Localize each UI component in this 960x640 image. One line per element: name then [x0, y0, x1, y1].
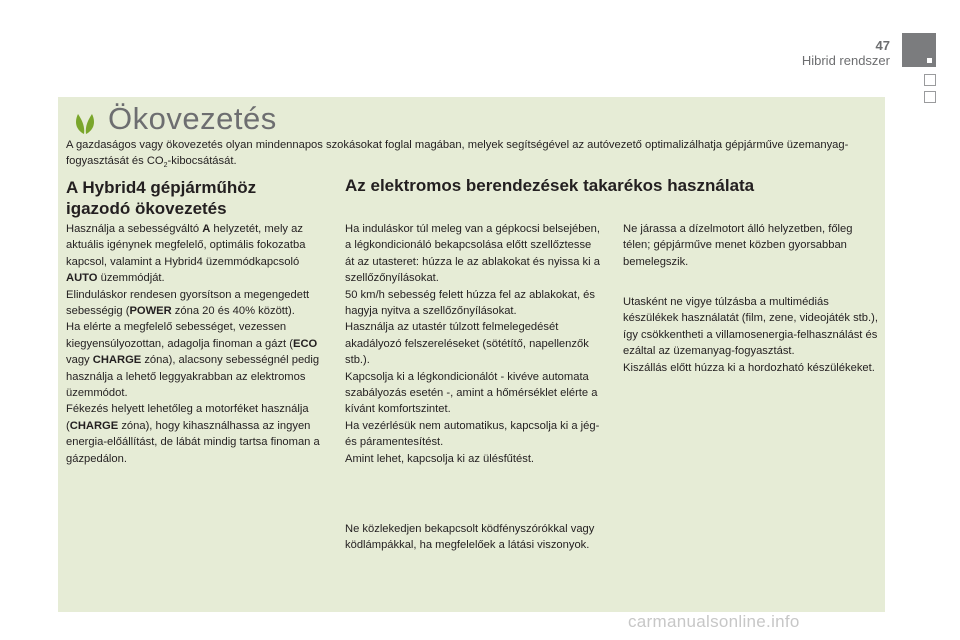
- paragraph: Amint lehet, kapcsolja ki az ülésfűtést.: [345, 452, 535, 465]
- page-number: 47: [875, 38, 890, 53]
- left-column: Használja a sebességváltó A helyzetét, mely az aktuális igénynek megfelelő, optimális fokozatba kapcsol, valamint a Hybrid4 üzemmódkapcsoló AUTO üzemmódját. Elinduláskor rendesen gyorsítson a megengedett sebességig (POWER zóna 20 és 40% között). Ha elérte a megfelelő sebességet, vezessen kiegyensúlyozottan, adagolja finoman a gázt (ECO vagy CHARGE zóna), alacsony sebességnél pedig használja a lehető leggyakrabban az elektromos üzemmódot. Fékezés helyett lehetőleg a motorféket használja (CHARGE zóna), hogy kihasználhassa az ingyen energia-előállítást, de lábát mindig tartsa finoman a gázpedálon.: [66, 223, 320, 465]
- right-heading: Az elektromos berendezések takarékos használata: [345, 176, 755, 195]
- section-tab[interactable]: [924, 74, 936, 86]
- paragraph: Ne járassa a dízelmotort álló helyzetben, főleg télen; gépjárműve menet közben gyorsabban bemelegszik.: [623, 223, 853, 268]
- section-title: Hibrid rendszer: [801, 53, 890, 68]
- watermark: carmanualsonline.info: [628, 612, 800, 631]
- right-column-top: [623, 221, 881, 270]
- paragraph: Kapcsolja ki a légkondicionálót - kivéve automata szabályozás esetén -, amint a hőmérséklet elérte a kívánt komfortszintet.: [345, 370, 598, 416]
- intro-text: A gazdaságos vagy ökovezetés olyan mindennapos szokásokat foglal magában, melyek segítségével az autóvezető optimalizálhatja gépjárműve üzemanyag-fogyasztását és $CO_2$-kibocsátását.: [66, 139, 849, 170]
- paragraph: 50 km/h sebesség felett húzza fel az ablakokat, és hagyja nyitva a szellőzőnyílásokat.: [345, 288, 595, 318]
- section-tab-active[interactable]: [902, 33, 936, 67]
- page-title: Ökovezetés: [108, 101, 277, 136]
- paragraph: Ha vezérlésük nem automatikus, kapcsolja ki a jég- és páramentesítést.: [345, 419, 600, 449]
- leaf-icon: [72, 112, 98, 136]
- paragraph: Ha induláskor túl meleg van a gépkocsi belsejében, a légkondicionáló bekapcsolása előtt szellőztesse át az utasteret: húzza le az ablakokat és nyissa ki a szellőzőnyílásokat.: [345, 223, 600, 285]
- paragraph: Utasként ne vigye túlzásba a multimédiás készülékek használatát (film, zene, videojáték stb.), így csökkentheti a villamosenergia-felhasználást és ezáltal az üzemanyag-fogyasztást.: [623, 296, 878, 358]
- paragraph: Ne közlekedjen bekapcsolt ködfényszórókkal vagy ködlámpákkal, ha megfelelőek a látási viszonyok.: [345, 523, 595, 552]
- middle-column-note: [345, 521, 600, 554]
- left-heading: A Hybrid4 gépjárműhöz igazodó ökovezetés: [66, 178, 257, 218]
- paragraph: Kiszállás előtt húzza ki a hordozható készülékeket.: [623, 361, 875, 374]
- middle-column: [345, 221, 600, 467]
- section-tab[interactable]: [924, 91, 936, 103]
- paragraph: Használja az utastér túlzott felmelegedését akadályozó felszereléseket (sötétítő, napellenzők stb.).: [345, 321, 589, 367]
- right-column-bottom: [623, 294, 881, 376]
